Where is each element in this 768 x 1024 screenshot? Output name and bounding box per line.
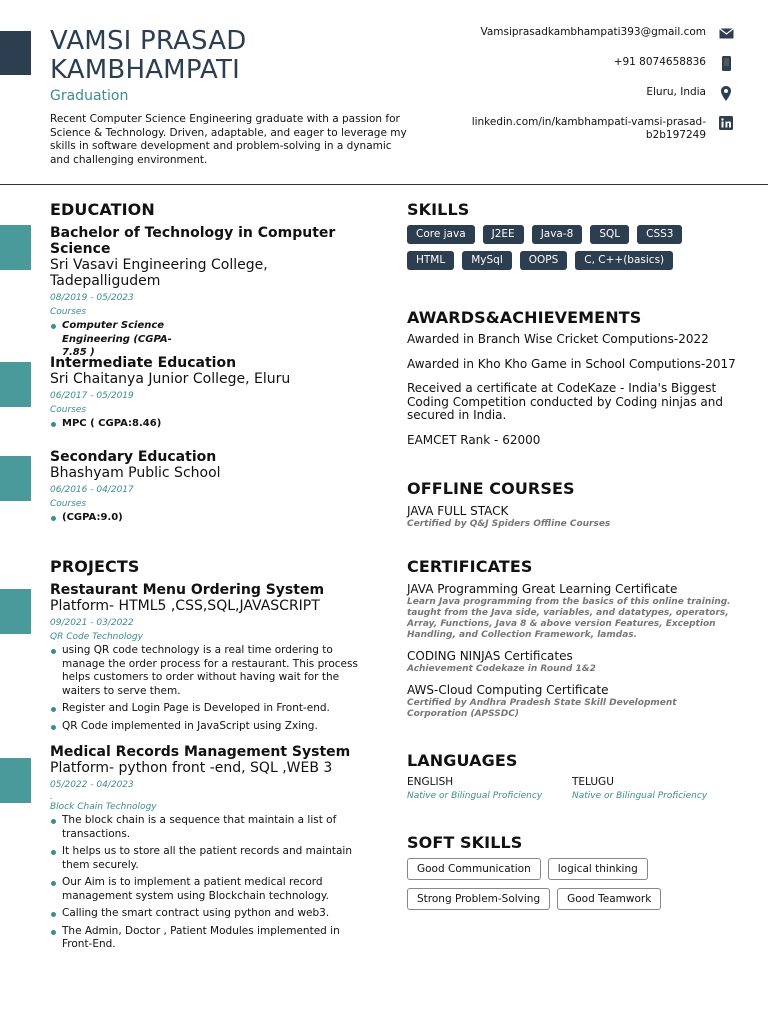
offline-courses-heading: OFFLINE COURSES	[407, 479, 575, 498]
certificate-desc: Achievement Codekaze in Round 1&2	[407, 664, 596, 674]
education-entry	[50, 225, 360, 358]
projects-heading: PROJECTS	[50, 557, 140, 576]
language-name: ENGLISH	[407, 776, 454, 788]
offline-courses-section	[407, 479, 737, 557]
languages-heading: LANGUAGES	[407, 751, 518, 770]
marker-project-2	[0, 758, 31, 803]
offline-course-desc: Certified by Q&J Spiders Offline Courses	[407, 519, 611, 529]
project-platform: Platform- HTML5 ,CSS,SQL,JAVASCRIPT	[50, 598, 320, 614]
education-entry	[50, 449, 360, 557]
awards-heading: AWARDS&ACHIEVEMENTS	[407, 308, 642, 327]
project-entry	[50, 744, 360, 952]
project-title: Medical Records Management System	[50, 744, 351, 760]
linkedin-icon	[718, 116, 734, 130]
education-dates: 08/2019 - 05/2023	[50, 293, 134, 303]
skill-tag: SQL	[590, 225, 629, 244]
certificate-desc: Learn Java programming from the basics of this online training. taught from the Java side, variables, and datatypes, operators, Array, Functions, Java 8 & above version Features, Exception Handling, and Collection Framework, lamdas.	[407, 597, 731, 640]
education-school: Sri Chaitanya Junior College, Eluru	[50, 371, 291, 387]
email-icon	[718, 26, 734, 40]
languages-section	[407, 751, 737, 833]
certificates-section	[407, 557, 737, 751]
contact-linkedin-text: linkedin.com/in/kambhampati-vamsi-prasad-b2b197249	[471, 116, 706, 141]
list-item: Register and Login Page is Developed in Front-end.	[50, 702, 360, 716]
education-heading: EDUCATION	[50, 200, 155, 219]
marker-project-1	[0, 589, 31, 634]
offline-course-title: JAVA FULL STACK	[407, 504, 509, 518]
header-accent-bar	[0, 31, 31, 75]
soft-skill-tag: Good Communication	[407, 858, 541, 880]
skills-heading: SKILLS	[407, 200, 470, 219]
language-level: Native or Bilingual Proficiency	[407, 791, 543, 801]
project-bullets	[50, 644, 360, 733]
left-column	[50, 200, 360, 956]
education-degree: Secondary Education	[50, 449, 217, 465]
skill-tag: Java-8	[532, 225, 583, 244]
soft-skills-section	[407, 833, 737, 910]
certificate-title: CODING NINJAS Certificates	[407, 649, 573, 663]
contact-phone[interactable]	[434, 56, 734, 78]
project-separator: .	[50, 792, 53, 802]
location-icon	[718, 86, 734, 100]
award-item: EAMCET Rank - 62000	[407, 432, 541, 447]
courses-label: Courses	[50, 499, 87, 509]
certificate-item	[407, 582, 737, 641]
project-tech: QR Code Technology	[50, 632, 143, 642]
marker-education-3	[0, 456, 31, 501]
certificate-title: JAVA Programming Great Learning Certificate	[407, 582, 678, 596]
certificate-item	[407, 683, 737, 720]
education-school: Sri Vasavi Engineering College, Tadepalligudem	[50, 257, 268, 289]
list-item: The Admin, Doctor , Patient Modules implemented in Front-End.	[50, 925, 360, 952]
contact-email[interactable]	[434, 26, 734, 48]
language-list	[407, 776, 737, 801]
skill-tag: C, C++(basics)	[575, 251, 673, 270]
project-dates: 05/2022 - 04/2023	[50, 780, 134, 790]
soft-skills-heading: SOFT SKILLS	[407, 833, 523, 852]
list-item: It helps us to store all the patient records and maintain them securely.	[50, 845, 360, 872]
course-list	[50, 319, 360, 360]
certificate-desc: Certified by Andhra Pradesh State Skill Development Corporation (APSSDC)	[407, 698, 677, 719]
right-column	[407, 200, 737, 910]
soft-skill-tags	[407, 858, 687, 910]
contact-location[interactable]	[434, 86, 734, 108]
list-item: QR Code implemented in JavaScript using Zxing.	[50, 720, 360, 734]
skill-tag: HTML	[407, 251, 454, 270]
summary: Recent Computer Science Engineering graduate with a passion for Science & Technology. Driven, adaptable, and eager to leverage my skills in software development and problem-solving in a dynamic and challenging environment.	[50, 113, 407, 166]
resume-header	[0, 0, 768, 185]
soft-skill-tag: logical thinking	[548, 858, 648, 880]
list-item: using QR code technology is a real time ordering to manage the order process for a restaurant. This process helps customers to order without having wait for the waiters to serve them.	[50, 644, 360, 698]
marker-education-1	[0, 225, 31, 270]
language-name: TELUGU	[572, 776, 614, 788]
marker-education-2	[0, 362, 31, 407]
courses-label: Courses	[50, 405, 87, 415]
language-level: Native or Bilingual Proficiency	[572, 791, 708, 801]
certificate-item	[407, 649, 737, 675]
contact-list	[434, 26, 734, 142]
list-item: Our Aim is to implement a patient medical record management system using Blockchain technology.	[50, 876, 360, 903]
course-list	[50, 511, 360, 525]
education-entry	[50, 355, 360, 449]
certificates-heading: CERTIFICATES	[407, 557, 533, 576]
candidate-name: VAMSI PRASAD KAMBHAMPATI	[50, 26, 247, 85]
phone-icon	[718, 56, 734, 70]
skill-tag: OOPS	[520, 251, 568, 270]
education-degree: Bachelor of Technology in Computer Science	[50, 225, 336, 257]
project-dates: 09/2021 - 03/2022	[50, 618, 134, 628]
soft-skill-tag: Good Teamwork	[557, 888, 661, 910]
list-item: Calling the smart contract using python and web3.	[50, 907, 360, 921]
projects-section	[50, 557, 360, 952]
education-dates: 06/2017 - 05/2019	[50, 391, 134, 401]
award-item: Received a certificate at CodeKaze - India's Biggest Coding Competition conducted by Coding ninjas and secured in India.	[407, 381, 723, 422]
contact-email-text: Vamsiprasadkambhampati393@gmail.com	[480, 26, 706, 38]
project-bullets	[50, 814, 360, 952]
language-item	[407, 776, 572, 801]
education-degree: Intermediate Education	[50, 355, 237, 371]
candidate-role: Graduation	[50, 88, 129, 104]
education-school: Bhashyam Public School	[50, 465, 221, 481]
certificate-title: AWS-Cloud Computing Certificate	[407, 683, 609, 697]
contact-location-text: Eluru, India	[646, 86, 706, 98]
education-dates: 06/2016 - 04/2017	[50, 485, 134, 495]
contact-phone-text: +91 8074658836	[613, 56, 706, 68]
list-item: The block chain is a sequence that maintain a list of transactions.	[50, 814, 360, 841]
soft-skill-tag: Strong Problem-Solving	[407, 888, 550, 910]
skill-tag: CSS3	[637, 225, 682, 244]
award-item: Awarded in Kho Kho Game in School Computions-2017	[407, 356, 736, 371]
language-item	[572, 776, 737, 801]
award-item: Awarded in Branch Wise Cricket Computions-2022	[407, 332, 709, 346]
project-title: Restaurant Menu Ordering System	[50, 582, 325, 598]
list-item: (CGPA:9.0)	[50, 511, 360, 525]
list-item: Computer Science Engineering (CGPA-7.85 )	[50, 319, 190, 360]
skill-tag: J2EE	[483, 225, 524, 244]
skills-section	[407, 200, 737, 308]
contact-linkedin[interactable]	[434, 116, 734, 142]
list-item: MPC ( CGPA:8.46)	[50, 417, 360, 431]
skill-tags	[407, 225, 727, 270]
course-list	[50, 417, 360, 431]
awards-section	[407, 308, 737, 479]
project-entry	[50, 582, 360, 744]
project-tech: Block Chain Technology	[50, 802, 157, 812]
skill-tag: MySql	[462, 251, 512, 270]
courses-label: Courses	[50, 307, 87, 317]
education-section	[50, 200, 360, 557]
project-platform: Platform- python front -end, SQL ,WEB 3	[50, 760, 333, 776]
skill-tag: Core java	[407, 225, 475, 244]
